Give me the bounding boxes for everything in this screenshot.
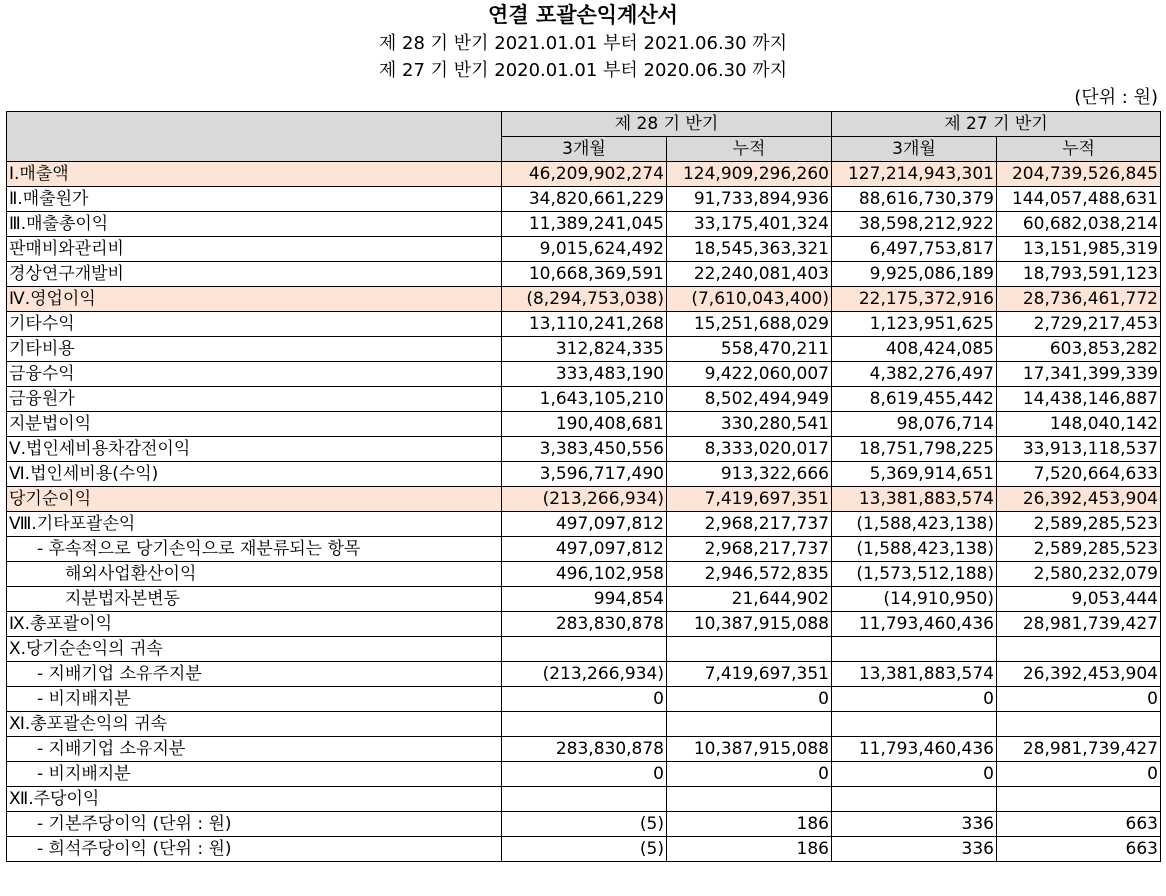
- table-row: [7, 537, 1161, 562]
- row-label: 금융수익: [7, 362, 502, 387]
- table-row: [7, 562, 1161, 587]
- row-label: 당기순이익: [7, 487, 502, 512]
- table-row: [7, 212, 1161, 237]
- row-value: 6,497,753,817: [832, 237, 997, 262]
- row-label: - 비지배지분: [7, 687, 502, 712]
- row-value: 7,520,664,633: [997, 462, 1161, 487]
- row-value: [667, 637, 832, 662]
- row-value: 38,598,212,922: [832, 212, 997, 237]
- row-value: 2,580,232,079: [997, 562, 1161, 587]
- table-row: [7, 612, 1161, 637]
- table-row: [7, 237, 1161, 262]
- row-value: 33,175,401,324: [667, 212, 832, 237]
- row-label: - 후속적으로 당기손익으로 재분류되는 항목: [7, 537, 502, 562]
- row-value: 28,736,461,772: [997, 287, 1161, 312]
- row-label: 지분법이익: [7, 412, 502, 437]
- row-value: 3,383,450,556: [502, 437, 667, 462]
- row-value: [832, 712, 997, 737]
- row-value: 0: [997, 762, 1161, 787]
- table-row: [7, 312, 1161, 337]
- row-value: 22,240,081,403: [667, 262, 832, 287]
- row-value: 148,040,142: [997, 412, 1161, 437]
- row-value: (213,266,934): [502, 662, 667, 687]
- row-value: 13,381,883,574: [832, 487, 997, 512]
- table-row: [7, 362, 1161, 387]
- row-value: 9,422,060,007: [667, 362, 832, 387]
- row-value: 26,392,453,904: [997, 662, 1161, 687]
- row-label: Ⅹ.당기순손익의 귀속: [7, 637, 502, 662]
- row-label: 해외사업환산이익: [7, 562, 502, 587]
- row-value: [667, 712, 832, 737]
- row-value: 0: [832, 762, 997, 787]
- row-value: 186: [667, 837, 832, 862]
- row-value: 204,739,526,845: [997, 162, 1161, 187]
- header-current-3m: 3개월: [502, 137, 667, 162]
- row-value: 9,015,624,492: [502, 237, 667, 262]
- row-value: 144,057,488,631: [997, 187, 1161, 212]
- row-value: [997, 637, 1161, 662]
- row-value: 663: [997, 837, 1161, 862]
- row-value: 603,853,282: [997, 337, 1161, 362]
- row-value: 28,981,739,427: [997, 737, 1161, 762]
- row-label: 기타수익: [7, 312, 502, 337]
- row-value: 7,419,697,351: [667, 662, 832, 687]
- table-row: [7, 837, 1161, 862]
- table-row: [7, 487, 1161, 512]
- row-value: 91,733,894,936: [667, 187, 832, 212]
- row-label: Ⅷ.기타포괄손익: [7, 512, 502, 537]
- row-value: (8,294,753,038): [502, 287, 667, 312]
- row-value: [502, 637, 667, 662]
- row-value: 124,909,296,260: [667, 162, 832, 187]
- row-label: Ⅲ.매출총이익: [7, 212, 502, 237]
- row-label: Ⅸ.총포괄이익: [7, 612, 502, 637]
- row-value: [997, 787, 1161, 812]
- row-value: (1,588,423,138): [832, 512, 997, 537]
- row-value: [997, 712, 1161, 737]
- row-value: 0: [997, 687, 1161, 712]
- row-label: - 희석주당이익 (단위 : 원): [7, 837, 502, 862]
- header-prior-3m: 3개월: [832, 137, 997, 162]
- row-value: 408,424,085: [832, 337, 997, 362]
- row-value: 2,968,217,737: [667, 537, 832, 562]
- row-value: 0: [502, 687, 667, 712]
- table-row: [7, 412, 1161, 437]
- row-label: Ⅵ.법인세비용(수익): [7, 462, 502, 487]
- row-value: (5): [502, 837, 667, 862]
- table-row: [7, 162, 1161, 187]
- row-value: 0: [832, 687, 997, 712]
- table-row: [7, 262, 1161, 287]
- row-value: 8,333,020,017: [667, 437, 832, 462]
- table-row: [7, 637, 1161, 662]
- row-value: 13,151,985,319: [997, 237, 1161, 262]
- header-current-period: 제 28 기 반기: [502, 112, 832, 137]
- row-value: 13,110,241,268: [502, 312, 667, 337]
- row-label: Ⅺ.총포괄손익의 귀속: [7, 712, 502, 737]
- period-prior: 제 27 기 반기 2020.01.01 부터 2020.06.30 까지: [378, 60, 788, 81]
- table-row: [7, 662, 1161, 687]
- table-row: [7, 787, 1161, 812]
- row-value: (5): [502, 812, 667, 837]
- row-value: 330,280,541: [667, 412, 832, 437]
- table-row: [7, 812, 1161, 837]
- row-value: 2,589,285,523: [997, 512, 1161, 537]
- row-value: [502, 787, 667, 812]
- row-value: 283,830,878: [502, 737, 667, 762]
- row-label: 지분법자본변동: [7, 587, 502, 612]
- table-row: [7, 187, 1161, 212]
- row-value: 336: [832, 837, 997, 862]
- row-label: Ⅻ.주당이익: [7, 787, 502, 812]
- row-label: - 기본주당이익 (단위 : 원): [7, 812, 502, 837]
- row-value: [667, 787, 832, 812]
- table-row: [7, 737, 1161, 762]
- row-value: 18,545,363,321: [667, 237, 832, 262]
- row-value: 663: [997, 812, 1161, 837]
- table-row: [7, 712, 1161, 737]
- row-value: 496,102,958: [502, 562, 667, 587]
- row-value: 2,968,217,737: [667, 512, 832, 537]
- row-label: 경상연구개발비: [7, 262, 502, 287]
- row-value: 0: [502, 762, 667, 787]
- row-label: Ⅳ.영업이익: [7, 287, 502, 312]
- row-value: 3,596,717,490: [502, 462, 667, 487]
- row-value: (1,573,512,188): [832, 562, 997, 587]
- row-label: 판매비와관리비: [7, 237, 502, 262]
- row-value: 8,502,494,949: [667, 387, 832, 412]
- row-label: - 지배기업 소유지분: [7, 737, 502, 762]
- row-value: 9,925,086,189: [832, 262, 997, 287]
- header-blank: [7, 112, 502, 162]
- row-value: 1,643,105,210: [502, 387, 667, 412]
- row-value: 558,470,211: [667, 337, 832, 362]
- row-value: 60,682,038,214: [997, 212, 1161, 237]
- row-value: 497,097,812: [502, 512, 667, 537]
- row-value: 88,616,730,379: [832, 187, 997, 212]
- row-value: 497,097,812: [502, 537, 667, 562]
- row-value: (7,610,043,400): [667, 287, 832, 312]
- row-value: (213,266,934): [502, 487, 667, 512]
- period-current: 제 28 기 반기 2021.01.01 부터 2021.06.30 까지: [378, 33, 788, 54]
- header-current-cum: 누적: [667, 137, 832, 162]
- row-value: 0: [667, 687, 832, 712]
- row-value: 4,382,276,497: [832, 362, 997, 387]
- row-value: 7,419,697,351: [667, 487, 832, 512]
- row-value: 2,946,572,835: [667, 562, 832, 587]
- unit-label: (단위 : 원): [1074, 87, 1158, 108]
- row-value: 2,729,217,453: [997, 312, 1161, 337]
- row-value: 913,322,666: [667, 462, 832, 487]
- income-statement-table: [6, 111, 1161, 862]
- row-value: 10,668,369,591: [502, 262, 667, 287]
- header-prior-cum: 누적: [997, 137, 1161, 162]
- row-label: - 비지배지분: [7, 762, 502, 787]
- row-value: [832, 637, 997, 662]
- row-value: 5,369,914,651: [832, 462, 997, 487]
- table-row: [7, 462, 1161, 487]
- row-value: 312,824,335: [502, 337, 667, 362]
- row-value: 15,251,688,029: [667, 312, 832, 337]
- row-label: 기타비용: [7, 337, 502, 362]
- table-row: [7, 387, 1161, 412]
- row-value: 336: [832, 812, 997, 837]
- header-prior-period: 제 27 기 반기: [832, 112, 1161, 137]
- row-value: 13,381,883,574: [832, 662, 997, 687]
- row-value: 186: [667, 812, 832, 837]
- table-row: [7, 287, 1161, 312]
- row-value: 46,209,902,274: [502, 162, 667, 187]
- row-value: 26,392,453,904: [997, 487, 1161, 512]
- row-value: [832, 787, 997, 812]
- table-row: [7, 687, 1161, 712]
- row-value: 0: [667, 762, 832, 787]
- table-row: [7, 512, 1161, 537]
- row-value: (14,910,950): [832, 587, 997, 612]
- row-value: 10,387,915,088: [667, 737, 832, 762]
- row-label: Ⅴ.법인세비용차감전이익: [7, 437, 502, 462]
- row-value: 11,793,460,436: [832, 737, 997, 762]
- row-value: 2,589,285,523: [997, 537, 1161, 562]
- statement-title: 연결 포괄손익계산서: [488, 3, 678, 27]
- row-label: Ⅰ.매출액: [7, 162, 502, 187]
- row-value: 994,854: [502, 587, 667, 612]
- row-value: [502, 712, 667, 737]
- row-value: 127,214,943,301: [832, 162, 997, 187]
- table-row: [7, 437, 1161, 462]
- row-label: - 지배기업 소유주지분: [7, 662, 502, 687]
- row-label: Ⅱ.매출원가: [7, 187, 502, 212]
- row-value: 333,483,190: [502, 362, 667, 387]
- row-value: 34,820,661,229: [502, 187, 667, 212]
- row-value: 28,981,739,427: [997, 612, 1161, 637]
- row-value: 11,389,241,045: [502, 212, 667, 237]
- row-value: 98,076,714: [832, 412, 997, 437]
- row-label: 금융원가: [7, 387, 502, 412]
- table-row: [7, 337, 1161, 362]
- table-row: [7, 587, 1161, 612]
- row-value: 17,341,399,339: [997, 362, 1161, 387]
- row-value: 21,644,902: [667, 587, 832, 612]
- row-value: 14,438,146,887: [997, 387, 1161, 412]
- row-value: 10,387,915,088: [667, 612, 832, 637]
- row-value: 190,408,681: [502, 412, 667, 437]
- row-value: 22,175,372,916: [832, 287, 997, 312]
- row-value: 9,053,444: [997, 587, 1161, 612]
- table-row: [7, 762, 1161, 787]
- row-value: 8,619,455,442: [832, 387, 997, 412]
- row-value: 18,793,591,123: [997, 262, 1161, 287]
- row-value: 1,123,951,625: [832, 312, 997, 337]
- row-value: 33,913,118,537: [997, 437, 1161, 462]
- row-value: 18,751,798,225: [832, 437, 997, 462]
- row-value: (1,588,423,138): [832, 537, 997, 562]
- row-value: 283,830,878: [502, 612, 667, 637]
- row-value: 11,793,460,436: [832, 612, 997, 637]
